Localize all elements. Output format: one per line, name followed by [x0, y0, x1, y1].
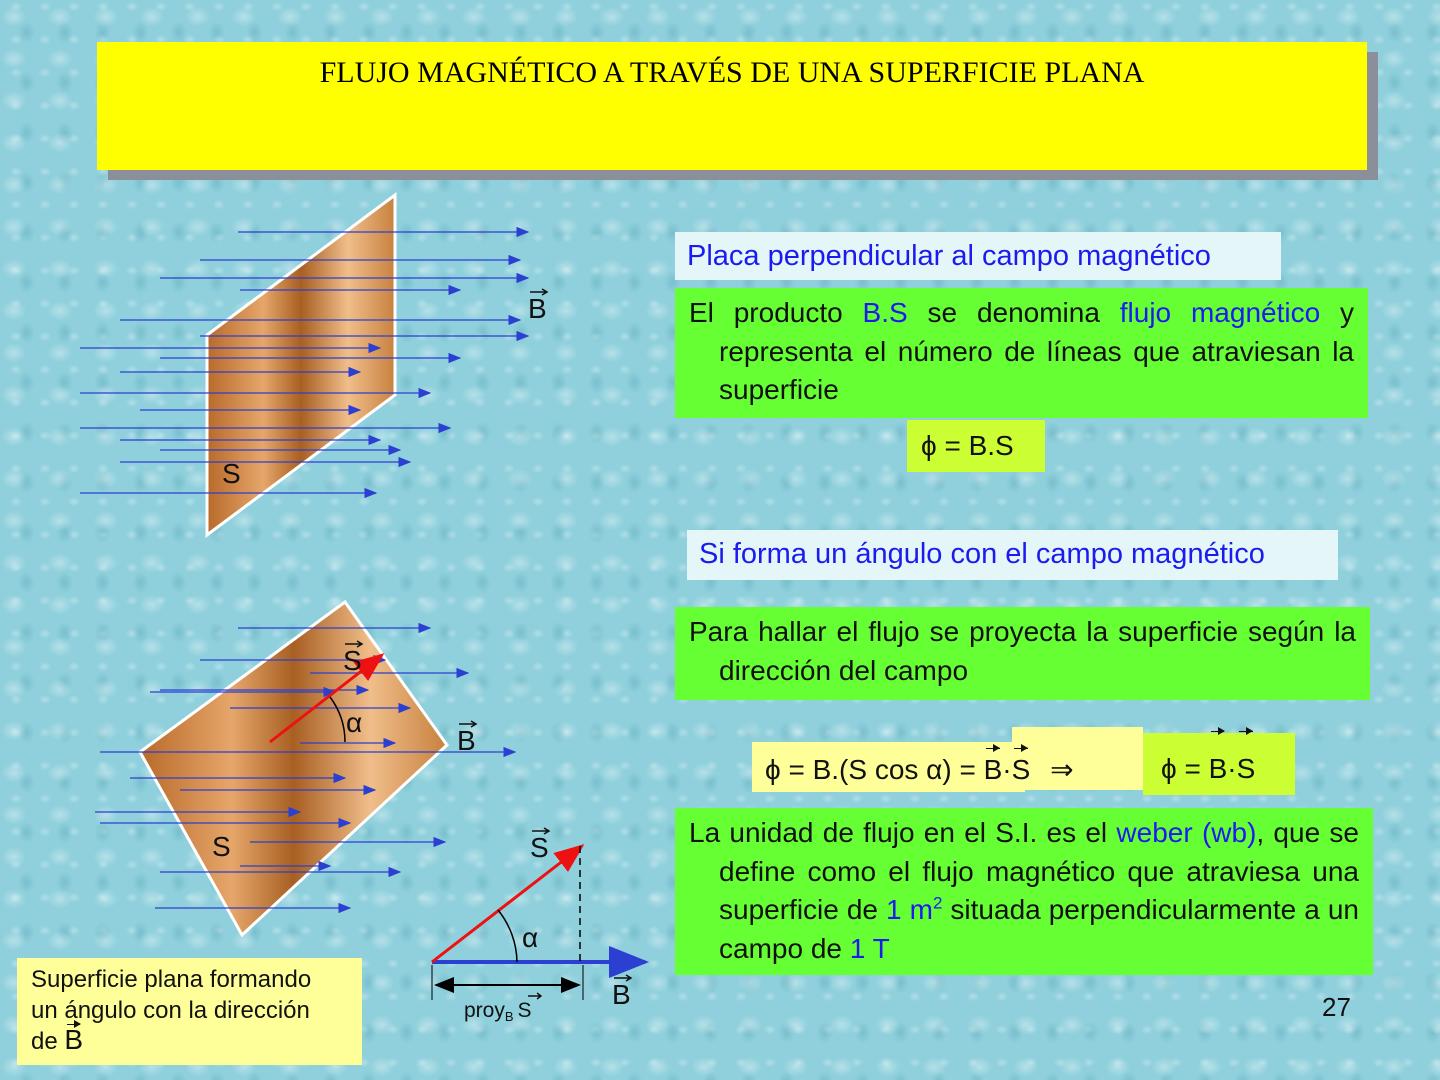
s-vector-label-plate: S [343, 645, 362, 676]
b-label-proj: B [612, 979, 631, 1010]
plate-inclined [140, 602, 447, 935]
alpha-label-proj: α [522, 922, 539, 953]
green-box-weber: La unidad de flujo en el S.I. es el weber (wb), que se define como el flujo magnético que atraviesa una superficie de 1 $m^2$ situada perpendicularmente a un campo de 1 T [675, 808, 1373, 975]
heading-perpendicular: Placa perpendicular al campo magnético [675, 232, 1281, 280]
formula-flux-dot-product: ϕ = B·S [1143, 733, 1295, 795]
surface-label-top: S [222, 458, 241, 489]
caption-line: un ángulo con la dirección [31, 997, 310, 1024]
projection-label: proyB S [464, 999, 532, 1024]
caption-line: de B [31, 1024, 84, 1055]
page-number: 27 [1322, 992, 1351, 1022]
caption-box [17, 958, 362, 1065]
slide-title: FLUJO MAGNÉTICO A TRAVÉS DE UNA SUPERFICIE PLANA [319, 56, 1145, 89]
alpha-label-plate: α [346, 707, 363, 738]
alpha-arc-proj [498, 910, 517, 962]
formula-flux-angle: ϕ = B.(S cos α) = B·S ⇒ [765, 750, 1074, 790]
b-label-top: B [528, 293, 547, 324]
heading-angle: Si forma un ángulo con el campo magnético [687, 530, 1338, 580]
s-label-proj: S [530, 832, 549, 863]
caption-line: Superficie plana formando [31, 966, 312, 993]
surface-label-bottom: S [212, 831, 231, 862]
s-vector-arrow-proj [432, 846, 582, 962]
green-box-flux-definition: El producto B.S se denomina flujo magnético y representa el número de líneas que atraviesan la superficie [675, 288, 1368, 418]
formula-flux-basic: ϕ = B.S [907, 420, 1045, 472]
green-box-projection: Para hallar el flujo se proyecta la superficie según la dirección del campo [675, 607, 1370, 700]
b-label-plate: B [457, 725, 476, 756]
